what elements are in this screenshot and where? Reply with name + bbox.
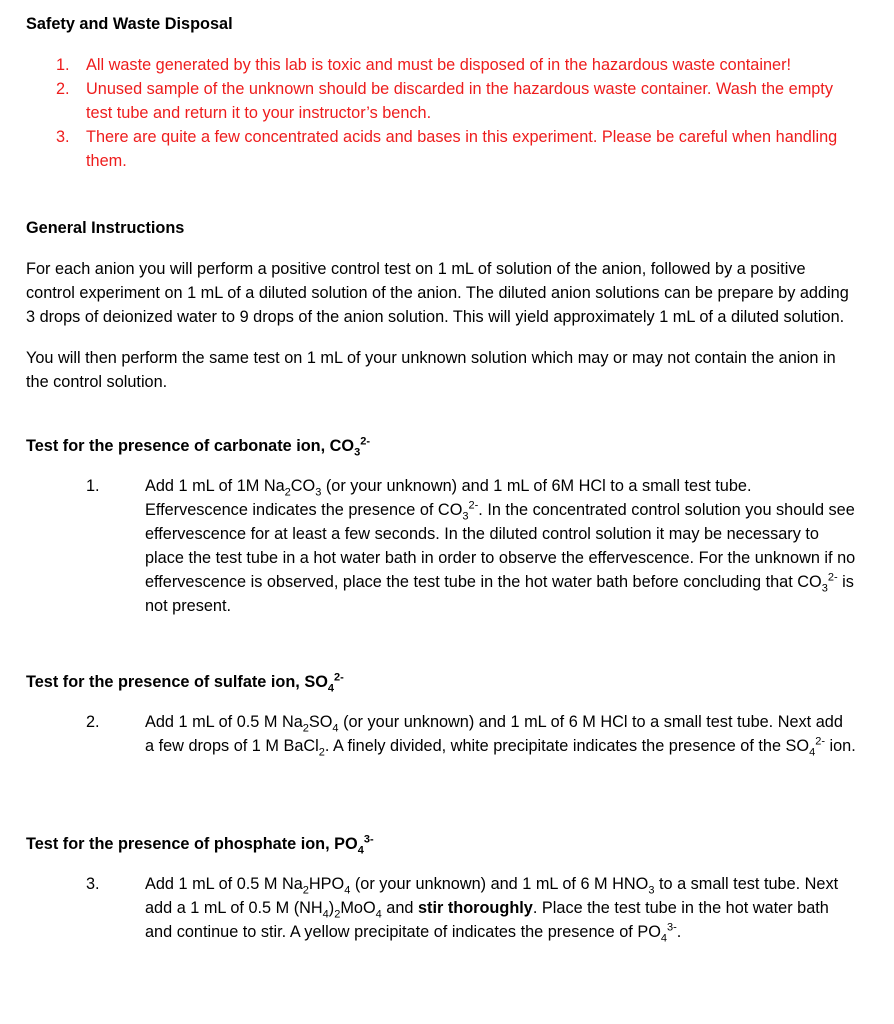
- carbonate-step: [26, 474, 856, 618]
- step-text: Add 1 mL of 0.5 M $Na_2SO_4$ (or your unknown) and 1 mL of 6 M HCl to a small test tube. Next add a few drops of 1 M BaCl$_2$. A finely divided, white precipitate indicates the presence of the $SO_4^{2-}$ ion.: [145, 713, 856, 759]
- safety-list: [26, 53, 856, 173]
- safety-item-number: 2.: [56, 80, 70, 98]
- safety-item-text: There are quite a few concentrated acids and bases in this experiment. Please be careful when handling them.: [86, 128, 838, 170]
- step-number: 2.: [86, 713, 100, 731]
- sulfate-step: [26, 710, 856, 758]
- carbonate-section: [26, 434, 856, 618]
- general-paragraph: For each anion you will perform a positive control test on 1 mL of solution of the anion, followed by a positive control experiment on 1 mL of a diluted solution of the anion. The diluted anion solutions can be prepare by adding 3 drops of deionized water to 9 drops of the anion solution. This will yield approximately 1 mL of a diluted solution.: [26, 260, 849, 326]
- safety-item: [26, 125, 856, 173]
- step-number: 3.: [86, 875, 100, 893]
- phosphate-heading: Test for the presence of phosphate ion, $PO_4^{3-}$: [26, 833, 374, 857]
- step-text: Add 1 mL of 0.5 M $Na_2HPO_4$ (or your unknown) and 1 mL of 6 M $HNO_3$ to a small test tube. Next add a 1 mL of 0.5 M $(NH_4)_2MoO_4$ and stir thoroughly. Place the test tube in the hot water bath and continue to stir. A yellow precipitate of indicates the presence of $PO_4^{3-}$.: [145, 875, 839, 945]
- safety-item: [26, 53, 856, 77]
- step-text: Add 1 mL of 1M $Na_2CO_3$ (or your unknown) and 1 mL of 6M HCl to a small test tube. Effervescence indicates the presence of $CO_3^{2-}$. In the concentrated control solution you should see effervescence for at least a few seconds. In the diluted control solution it may be necessary to place the test tube in a hot water bath in order to observe the effervescence. For the unknown if no effervescence is observed, place the test tube in the hot water bath before concluding that $CO_3^{2-}$ is not present.: [145, 477, 856, 615]
- general-section: [26, 216, 856, 394]
- phosphate-section: [26, 832, 856, 944]
- safety-item-text: All waste generated by this lab is toxic and must be disposed of in the hazardous waste container!: [86, 56, 792, 74]
- general-heading: General Instructions: [26, 219, 185, 237]
- step-number: 1.: [86, 477, 100, 495]
- safety-item: [26, 77, 856, 125]
- sulfate-heading: Test for the presence of sulfate ion, $SO_4^{2-}$: [26, 671, 344, 695]
- safety-item-number: 1.: [56, 56, 70, 74]
- phosphate-step: [26, 872, 856, 944]
- safety-item-number: 3.: [56, 128, 70, 146]
- safety-section: [26, 12, 856, 173]
- sulfate-section: [26, 670, 856, 758]
- carbonate-heading: Test for the presence of carbonate ion, $CO_3^{2-}$: [26, 435, 371, 459]
- safety-heading: Safety and Waste Disposal: [26, 15, 233, 33]
- general-paragraph: You will then perform the same test on 1 mL of your unknown solution which may or may not contain the anion in the control solution.: [26, 349, 836, 391]
- safety-item-text: Unused sample of the unknown should be discarded in the hazardous waste container. Wash the empty test tube and return it to your instructor’s bench.: [86, 80, 833, 122]
